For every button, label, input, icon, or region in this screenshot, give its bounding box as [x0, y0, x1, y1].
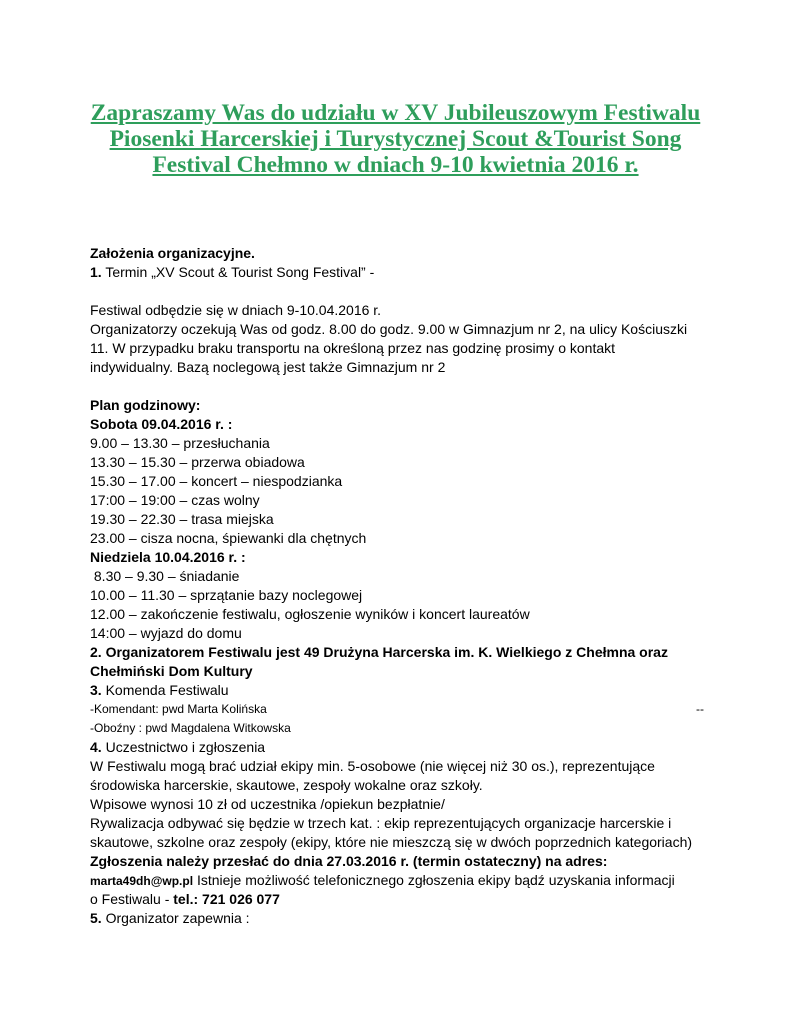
schedule-item: 15.30 – 17.00 – koncert – niespodzianka — [90, 473, 343, 489]
point-number: 1. — [90, 264, 102, 280]
paragraph-line: środowiska harcerskie, skautowe, zespoły wokalne oraz szkoły. — [90, 777, 483, 793]
schedule-item: 8.30 – 9.30 – śniadanie — [90, 568, 240, 584]
point-title: Komenda Festiwalu — [101, 682, 229, 698]
schedule-item: 14:00 – wyjazd do domu — [90, 625, 242, 641]
paragraph-line: Wpisowe wynosi 10 zł od uczestnika /opiekun bezpłatnie/ — [90, 796, 445, 812]
page-title — [60, 100, 731, 178]
title-line: Festival Chełmno w dniach 9-10 kwietnia 2016 r. — [152, 152, 639, 178]
contact-line — [90, 871, 710, 890]
point-title: Termin „XV Scout & Tourist Song Festival” - — [101, 264, 375, 280]
paragraph-line: indywidualny. Bazą noclegową jest także Gimnazjum nr 2 — [90, 359, 446, 375]
point-number: 5. — [90, 910, 102, 926]
phone-line — [90, 890, 710, 909]
paragraph-line: skautowe, szkolne oraz zespoły (ekipy, które nie mieszczą się w dwóch poprzednich kategoriach) — [90, 834, 693, 850]
paragraph-line: W Festiwalu mogą brać udział ekipy min. 5-osobowe (nie więcej niż 30 os.), reprezentujące — [90, 758, 655, 774]
schedule-item: 23.00 – cisza nocna, śpiewanki dla chętnych — [90, 530, 367, 546]
point-title: Organizator zapewnia : — [101, 910, 250, 926]
schedule-item: 19.30 – 22.30 – trasa miejska — [90, 511, 274, 527]
schedule-item: 13.30 – 15.30 – przerwa obiadowa — [90, 454, 305, 470]
spacer — [90, 282, 710, 301]
title-line: Zapraszamy Was do udziału w XV Jubileuszowym Festiwalu — [90, 100, 701, 126]
paragraph-line: Organizatorzy oczekują Was od godz. 8.00 do godz. 9.00 w Gimnazjum nr 2, na ulicy Kościuszki — [90, 321, 688, 337]
paragraph-line: Rywalizacja odbywać się będzie w trzech kat. : ekip reprezentujących organizacje harcerskie i — [90, 815, 672, 831]
spacer — [90, 377, 710, 396]
point-1-heading — [90, 263, 710, 282]
section-heading: Założenia organizacyjne. — [90, 245, 255, 261]
schedule-item: 12.00 – zakończenie festiwalu, ogłoszenie wyników i koncert laureatów — [90, 606, 530, 622]
organizer-line: Chełmiński Dom Kultury — [90, 663, 253, 679]
point-number: 3. — [90, 682, 102, 698]
komendant-text: -Komendant: pwd Marta Kolińska — [90, 702, 267, 716]
phone-prefix: o Festiwalu - — [90, 891, 174, 907]
trailing-dash: -- — [696, 702, 704, 716]
obozny-line: -Oboźny : pwd Magdalena Witkowska — [90, 721, 291, 735]
sunday-heading: Niedziela 10.04.2016 r. : — [90, 549, 246, 565]
point-4-heading — [90, 738, 710, 757]
contact-text: Istnieje możliwość telefonicznego zgłoszenia ekipy bądź uzyskania informacji — [193, 872, 675, 888]
organizer-line: 2. Organizatorem Festiwalu jest 49 Drużyna Harcerska im. K. Wielkiego z Chełmna oraz — [90, 644, 668, 660]
saturday-heading: Sobota 09.04.2016 r. : — [90, 416, 233, 432]
document-body — [90, 244, 710, 928]
point-5-heading — [90, 909, 710, 928]
komendant-line — [90, 700, 710, 719]
phone-number: tel.: 721 026 077 — [173, 891, 280, 907]
schedule-item: 9.00 – 13.30 – przesłuchania — [90, 435, 270, 451]
point-title: Uczestnictwo i zgłoszenia — [101, 739, 266, 755]
paragraph-line: Festiwal odbędzie się w dniach 9-10.04.2016 r. — [90, 302, 382, 318]
email-address: marta49dh@wp.pl — [90, 874, 194, 888]
schedule-item: 17:00 – 19:00 – czas wolny — [90, 492, 260, 508]
deadline-line: Zgłoszenia należy przesłać do dnia 27.03.2016 r. (termin ostateczny) na adres: — [90, 853, 608, 869]
point-3-heading — [90, 681, 710, 700]
title-line: Piosenki Harcerskiej i Turystycznej Scout &Tourist Song — [109, 126, 682, 152]
schedule-item: 10.00 – 11.30 – sprzątanie bazy noclegowej — [90, 587, 363, 603]
schedule-heading: Plan godzinowy: — [90, 397, 201, 413]
point-number: 4. — [90, 739, 102, 755]
paragraph-line: 11. W przypadku braku transportu na określoną przez nas godzinę prosimy o kontakt — [90, 340, 616, 356]
